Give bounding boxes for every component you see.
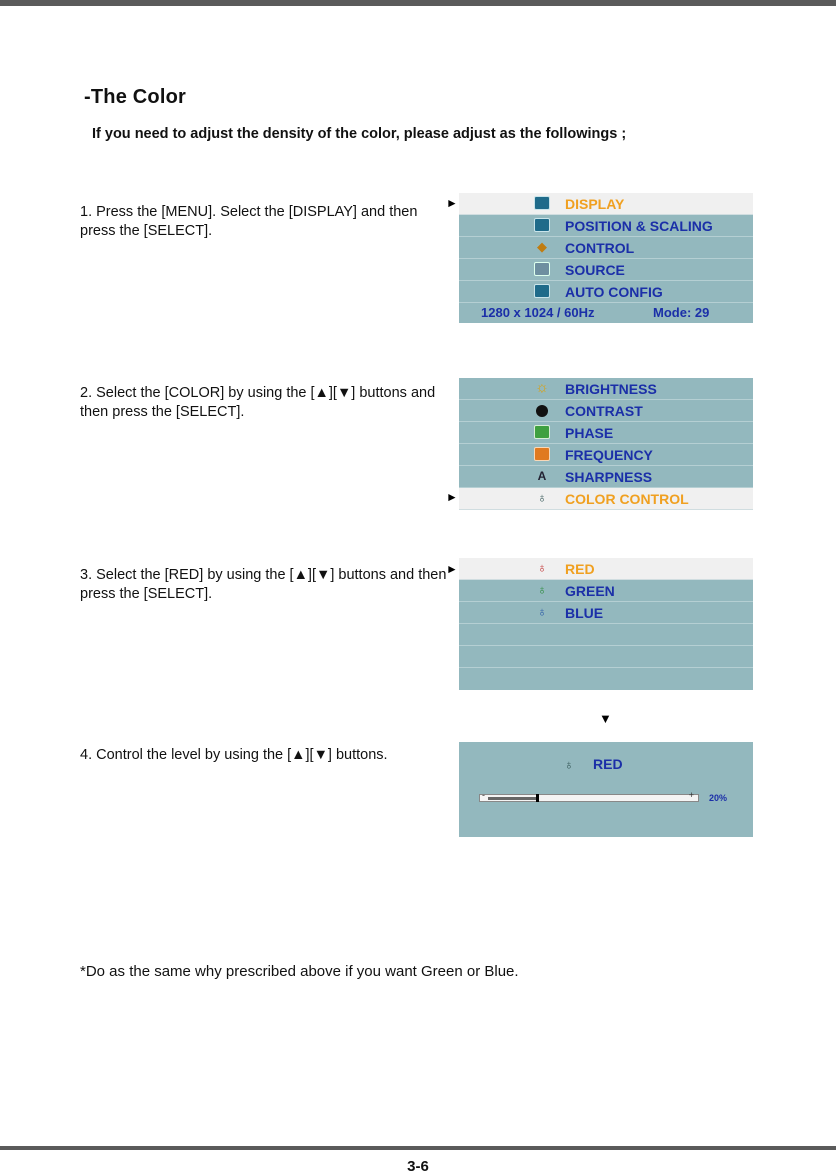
- menu-item-green[interactable]: ♁ GREEN: [459, 580, 753, 602]
- frequency-icon: [534, 447, 550, 461]
- menu-item-red[interactable]: ♁ RED: [459, 558, 753, 580]
- menu-empty-row: [459, 646, 753, 668]
- section-title: -The Color: [84, 86, 186, 108]
- green-drop-icon: ♁: [537, 582, 547, 597]
- menu-item-sharpness[interactable]: A SHARPNESS: [459, 466, 753, 488]
- blue-drop-icon: ♁: [537, 604, 547, 619]
- menu-item-auto-config[interactable]: AUTO CONFIG: [459, 281, 753, 303]
- auto-config-icon: [534, 284, 550, 298]
- slider-value: 20%: [709, 793, 728, 803]
- slider-plus-label: +: [688, 790, 694, 800]
- resolution-text: 1280 x 1024 / 60Hz: [481, 305, 595, 320]
- mode-text: Mode: 29: [653, 305, 710, 320]
- display-submenu-panel: [459, 378, 753, 510]
- position-scaling-icon: [534, 218, 550, 232]
- page-number: 3-6: [407, 1158, 429, 1175]
- control-icon: ◆: [537, 239, 547, 254]
- step-4-text: 4. Control the level by using the [▲][▼] buttons.: [80, 747, 388, 763]
- slider-knob[interactable]: [536, 794, 539, 802]
- brightness-icon: ☼: [535, 379, 549, 396]
- step-1-text: 1. Press the [MENU]. Select the [DISPLAY] and then press the [SELECT].: [80, 204, 418, 239]
- contrast-icon: [536, 405, 548, 417]
- top-rule: [0, 0, 836, 6]
- menu-item-display[interactable]: DISPLAY: [459, 193, 753, 215]
- down-arrow-indicator: ▼: [599, 711, 612, 726]
- menu-empty-row: [459, 624, 753, 646]
- step-2-text: 2. Select the [COLOR] by using the [▲][▼] buttons and then press the [SELECT].: [80, 385, 436, 420]
- source-icon: [534, 262, 550, 276]
- slider-fill: [488, 797, 536, 800]
- slider-title: RED: [593, 756, 623, 772]
- menu-item-brightness[interactable]: ☼ BRIGHTNESS: [459, 378, 753, 400]
- display-icon: [534, 196, 550, 210]
- menu-item-source[interactable]: SOURCE: [459, 259, 753, 281]
- menu-item-color-control[interactable]: ♁ COLOR CONTROL: [459, 488, 753, 510]
- pointer-arrow-3: ►: [446, 562, 458, 576]
- menu-empty-row: [459, 668, 753, 690]
- slider-minus-label: -: [482, 790, 485, 800]
- step-3-text: 3. Select the [RED] by using the [▲][▼] buttons and then press the [SELECT].: [80, 567, 447, 602]
- footnote: *Do as the same why prescribed above if you want Green or Blue.: [80, 963, 519, 980]
- menu-item-frequency[interactable]: FREQUENCY: [459, 444, 753, 466]
- menu-item-position-scaling[interactable]: POSITION & SCALING: [459, 215, 753, 237]
- intro-text: If you need to adjust the density of the color, please adjust as the followings ;: [92, 126, 627, 142]
- red-level-panel: [459, 742, 753, 837]
- menu-item-contrast[interactable]: CONTRAST: [459, 400, 753, 422]
- display-menu-panel: [459, 193, 753, 323]
- color-control-panel: [459, 558, 753, 690]
- color-control-icon: ♁: [537, 490, 547, 505]
- menu-item-control[interactable]: ◆ CONTROL: [459, 237, 753, 259]
- red-drop-icon: ♁: [564, 757, 574, 772]
- sharpness-icon: A: [537, 469, 547, 483]
- phase-icon: [534, 425, 550, 439]
- red-drop-icon: ♁: [537, 560, 547, 575]
- red-level-slider[interactable]: [479, 790, 699, 802]
- pointer-arrow-2: ►: [446, 490, 458, 504]
- menu-item-blue[interactable]: ♁ BLUE: [459, 602, 753, 624]
- pointer-arrow-1: ►: [446, 196, 458, 210]
- menu-item-phase[interactable]: PHASE: [459, 422, 753, 444]
- resolution-status: [459, 303, 753, 323]
- bottom-rule: [0, 1146, 836, 1150]
